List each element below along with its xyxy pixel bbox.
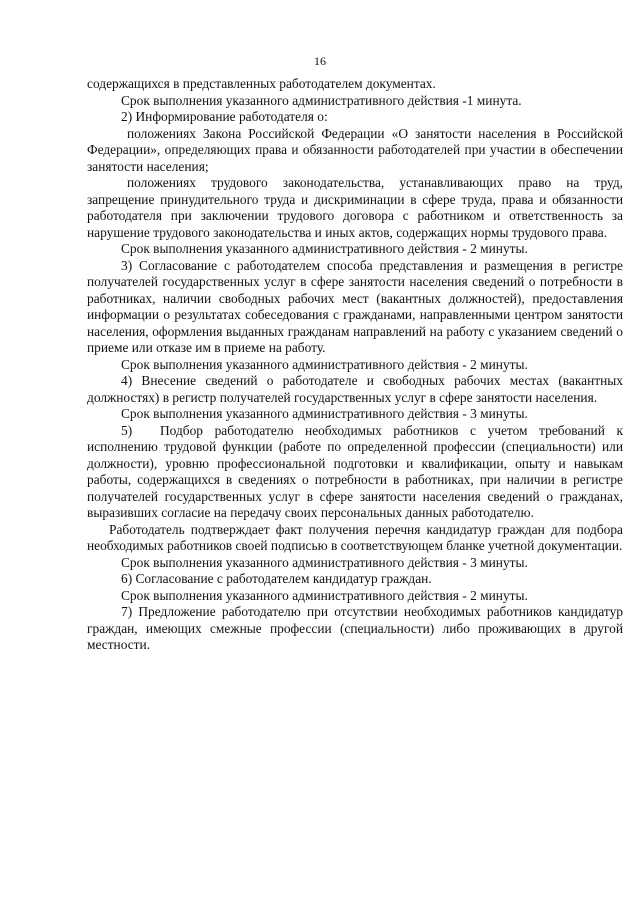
- paragraph-deadline-1: Срок выполнения указанного административного действия -1 минута.: [121, 92, 522, 108]
- paragraph-deadline-5: Срок выполнения указанного административного действия - 3 минуты.: [121, 554, 528, 570]
- paragraph-item-7: 7) Предложение работодателю при отсутствии необходимых работников кандидатур граждан, имеющих смежные профессии (специальности) либо проживающих в другой местности.: [87, 604, 623, 652]
- paragraph-deadline-6: Срок выполнения указанного административного действия - 2 минуты.: [121, 587, 528, 603]
- paragraph-employment-law: положениях Закона Российской Федерации «О занятости населения в Российской Федерации», определяющих права и обязанности работодателей при участии в обеспечении занятости населения;: [87, 125, 623, 174]
- paragraph-item-3: 3) Согласование с работодателем способа представления и размещения в регистре получателей государственных услуг в сфере занятости населения сведений о потребности в работниках, наличии свободных рабочих мест (вакантных должностей), предоставления информации о результатах собеседования с гражданами, направленными центром занятости населения, оформления выданных гражданам направлений на работу с указанием сведений о приеме или отказе им в приеме на работу.: [87, 257, 623, 355]
- paragraph-deadline-4: Срок выполнения указанного административного действия - 3 минуты.: [121, 406, 528, 421]
- paragraph-labour-legislation: положениях трудового законодательства, устанавливающих право на труд, запрещение принудительного труда и дискриминации в сфере труда, права и обязанности работодателя при заключении трудового договора с работником и ответственность за нарушение трудового законодательства и иных актов, содержащих нормы трудового права.: [87, 175, 623, 240]
- paragraph-deadline-2: Срок выполнения указанного административного действия - 2 минуты.: [121, 241, 528, 256]
- document-body: [87, 76, 623, 654]
- paragraph-item-6: 6) Согласование с работодателем кандидатур граждан.: [121, 571, 432, 586]
- paragraph-item-2-heading: 2) Информирование работодателя о:: [121, 109, 328, 124]
- item-5-text: Подбор работодателю необходимых работников с учетом требований к исполнению трудовой функции (работе по определенной профессии (специальности) или должности), уровню профессиональной подготовки и квалификации, опыту и навыкам работы, содержащихся в сведениях о потребности в работниках, при наличии в регистре получателей государственных услуг в сфере занятости населения сведений о гражданах, выразивших согласие на передачу своих персональных данных работодателю.: [87, 422, 623, 520]
- paragraph-item-5: [87, 423, 623, 522]
- paragraph-employer-confirms: Работодатель подтверждает факт получения перечня кандидатур граждан для подбора необходимых работников своей подписью в соответствующем бланке учетной документации.: [87, 521, 623, 553]
- paragraph-item-4: 4) Внесение сведений о работодателе и свободных рабочих местах (вакантных должностях) в регистр получателей государственных услуг в сфере занятости населения.: [87, 373, 623, 405]
- item-5-number: 5): [121, 422, 133, 438]
- page-number: 16: [314, 54, 326, 68]
- paragraph-deadline-3: Срок выполнения указанного административного действия - 2 минуты.: [121, 356, 528, 372]
- paragraph-documents-continuation: содержащихся в представленных работодателем документах.: [87, 76, 436, 91]
